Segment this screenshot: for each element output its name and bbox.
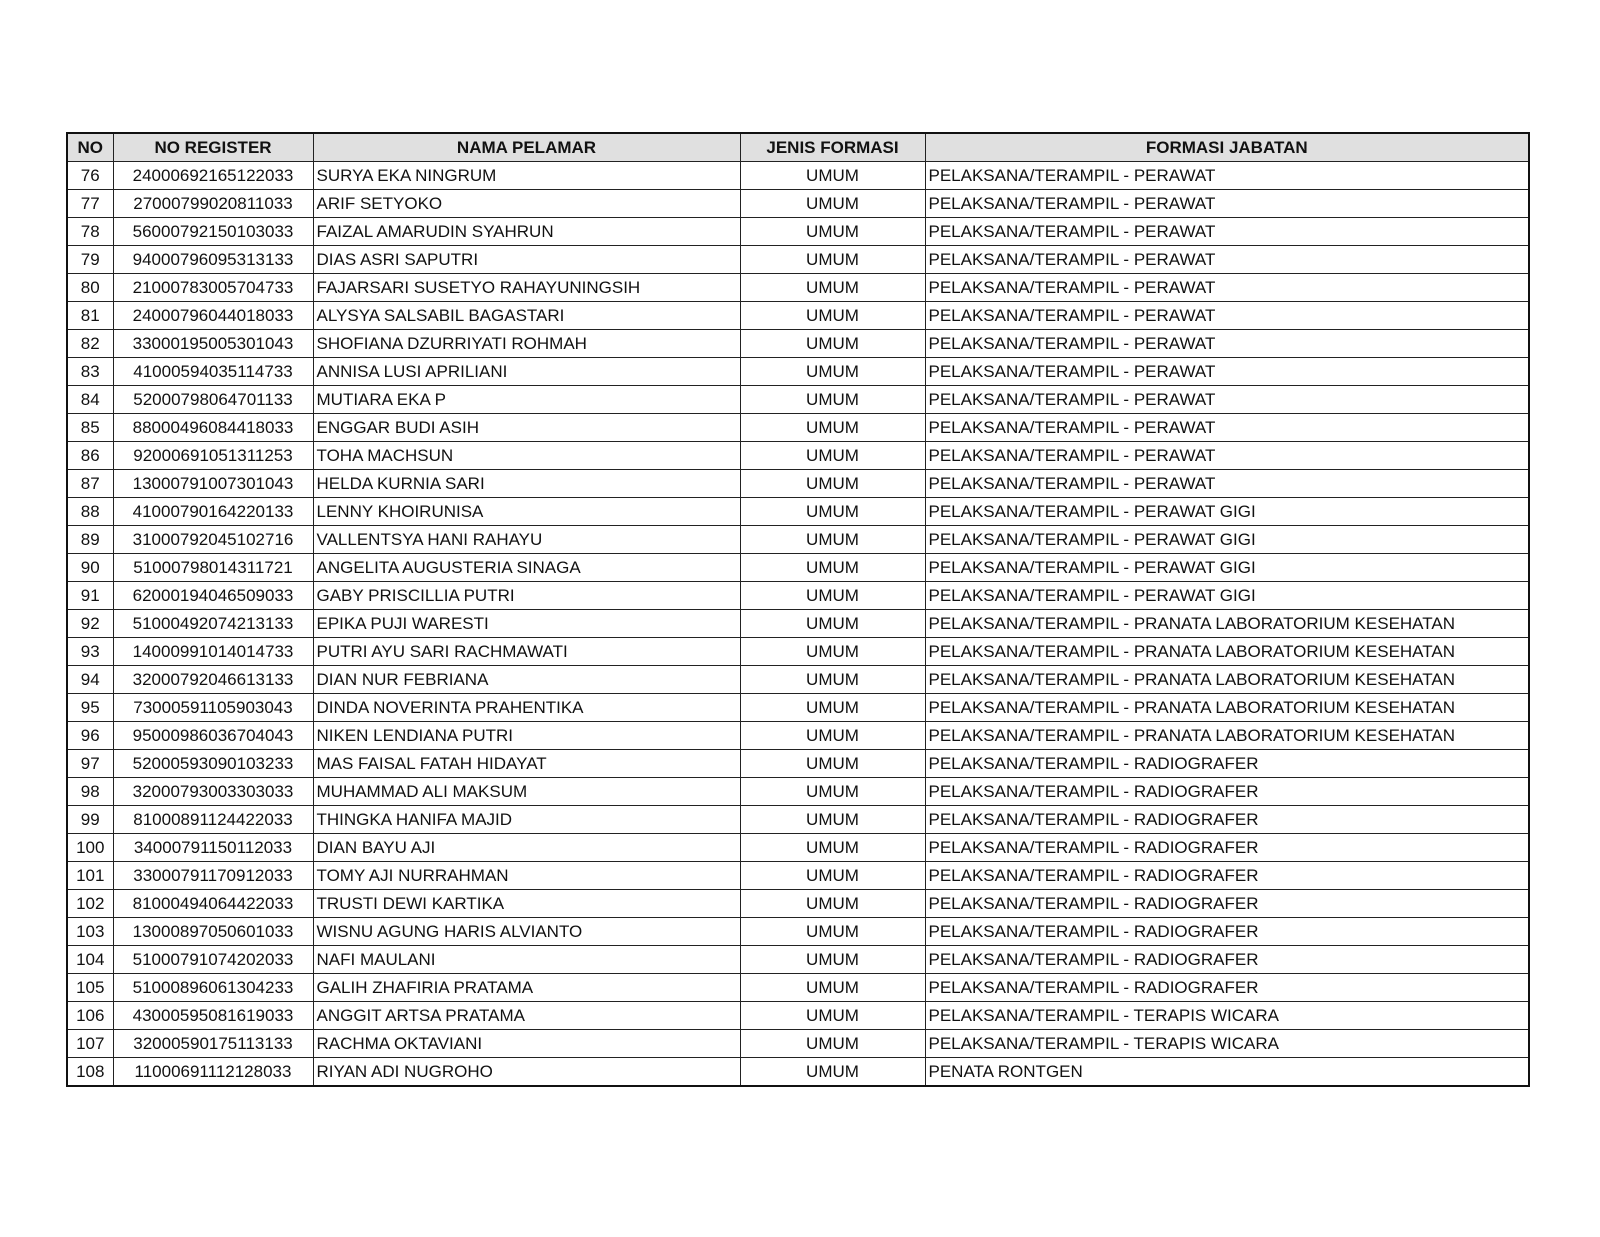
- cell-jenis-formasi: UMUM: [740, 750, 925, 778]
- table-row: [67, 722, 1529, 750]
- cell-no: 80: [67, 274, 113, 302]
- table-row: [67, 246, 1529, 274]
- cell-nama-pelamar: PUTRI AYU SARI RACHMAWATI: [313, 638, 740, 666]
- cell-no-register: 24000796044018033: [113, 302, 313, 330]
- cell-nama-pelamar: ENGGAR BUDI ASIH: [313, 414, 740, 442]
- cell-jenis-formasi: UMUM: [740, 526, 925, 554]
- cell-formasi-jabatan: PELAKSANA/TERAMPIL - RADIOGRAFER: [925, 778, 1529, 806]
- cell-no-register: 41000594035114733: [113, 358, 313, 386]
- cell-nama-pelamar: TOMY AJI NURRAHMAN: [313, 862, 740, 890]
- cell-no-register: 27000799020811033: [113, 190, 313, 218]
- cell-formasi-jabatan: PELAKSANA/TERAMPIL - PERAWAT: [925, 386, 1529, 414]
- cell-nama-pelamar: MUHAMMAD ALI MAKSUM: [313, 778, 740, 806]
- cell-jenis-formasi: UMUM: [740, 834, 925, 862]
- cell-jenis-formasi: UMUM: [740, 414, 925, 442]
- table-row: [67, 610, 1529, 638]
- cell-formasi-jabatan: PELAKSANA/TERAMPIL - TERAPIS WICARA: [925, 1030, 1529, 1058]
- cell-no-register: 92000691051311253: [113, 442, 313, 470]
- cell-no: 107: [67, 1030, 113, 1058]
- cell-no-register: 13000791007301043: [113, 470, 313, 498]
- cell-no: 98: [67, 778, 113, 806]
- cell-formasi-jabatan: PELAKSANA/TERAMPIL - PERAWAT: [925, 218, 1529, 246]
- table-body: [67, 162, 1529, 1087]
- table-row: [67, 1030, 1529, 1058]
- cell-nama-pelamar: SURYA EKA NINGRUM: [313, 162, 740, 190]
- table-row: [67, 1058, 1529, 1087]
- cell-no-register: 51000798014311721: [113, 554, 313, 582]
- table-row: [67, 638, 1529, 666]
- header-row: [67, 133, 1529, 162]
- cell-formasi-jabatan: PELAKSANA/TERAMPIL - RADIOGRAFER: [925, 890, 1529, 918]
- table-row: [67, 442, 1529, 470]
- table-row: [67, 358, 1529, 386]
- cell-formasi-jabatan: PELAKSANA/TERAMPIL - PRANATA LABORATORIUM KESEHATAN: [925, 722, 1529, 750]
- cell-jenis-formasi: UMUM: [740, 722, 925, 750]
- header-jenis-formasi: JENIS FORMASI: [740, 133, 925, 162]
- cell-no: 91: [67, 582, 113, 610]
- cell-jenis-formasi: UMUM: [740, 778, 925, 806]
- cell-formasi-jabatan: PELAKSANA/TERAMPIL - RADIOGRAFER: [925, 862, 1529, 890]
- cell-no-register: 21000783005704733: [113, 274, 313, 302]
- table-row: [67, 526, 1529, 554]
- cell-formasi-jabatan: PELAKSANA/TERAMPIL - PERAWAT: [925, 330, 1529, 358]
- cell-nama-pelamar: SHOFIANA DZURRIYATI ROHMAH: [313, 330, 740, 358]
- cell-jenis-formasi: UMUM: [740, 498, 925, 526]
- cell-nama-pelamar: MAS FAISAL FATAH HIDAYAT: [313, 750, 740, 778]
- cell-formasi-jabatan: PELAKSANA/TERAMPIL - PERAWAT: [925, 274, 1529, 302]
- cell-nama-pelamar: ANGELITA AUGUSTERIA SINAGA: [313, 554, 740, 582]
- cell-no-register: 73000591105903043: [113, 694, 313, 722]
- cell-no: 87: [67, 470, 113, 498]
- cell-no: 99: [67, 806, 113, 834]
- cell-no: 94: [67, 666, 113, 694]
- cell-no: 96: [67, 722, 113, 750]
- cell-no-register: 43000595081619033: [113, 1002, 313, 1030]
- cell-nama-pelamar: NIKEN LENDIANA PUTRI: [313, 722, 740, 750]
- cell-no: 90: [67, 554, 113, 582]
- table-row: [67, 890, 1529, 918]
- cell-formasi-jabatan: PELAKSANA/TERAMPIL - PRANATA LABORATORIUM KESEHATAN: [925, 610, 1529, 638]
- table-row: [67, 666, 1529, 694]
- table-row: [67, 162, 1529, 190]
- cell-nama-pelamar: MUTIARA EKA P: [313, 386, 740, 414]
- cell-nama-pelamar: ALYSYA SALSABIL BAGASTARI: [313, 302, 740, 330]
- cell-no: 82: [67, 330, 113, 358]
- cell-no: 83: [67, 358, 113, 386]
- cell-nama-pelamar: DINDA NOVERINTA PRAHENTIKA: [313, 694, 740, 722]
- cell-no: 100: [67, 834, 113, 862]
- header-formasi-jabatan: FORMASI JABATAN: [925, 133, 1529, 162]
- cell-jenis-formasi: UMUM: [740, 246, 925, 274]
- cell-jenis-formasi: UMUM: [740, 442, 925, 470]
- cell-no: 105: [67, 974, 113, 1002]
- cell-formasi-jabatan: PELAKSANA/TERAMPIL - RADIOGRAFER: [925, 974, 1529, 1002]
- table-row: [67, 470, 1529, 498]
- cell-nama-pelamar: GABY PRISCILLIA PUTRI: [313, 582, 740, 610]
- cell-nama-pelamar: DIAN NUR FEBRIANA: [313, 666, 740, 694]
- cell-no: 102: [67, 890, 113, 918]
- header-nama-pelamar: NAMA PELAMAR: [313, 133, 740, 162]
- cell-no: 79: [67, 246, 113, 274]
- cell-nama-pelamar: DIAN BAYU AJI: [313, 834, 740, 862]
- cell-nama-pelamar: TRUSTI DEWI KARTIKA: [313, 890, 740, 918]
- cell-no-register: 32000590175113133: [113, 1030, 313, 1058]
- cell-formasi-jabatan: PENATA RONTGEN: [925, 1058, 1529, 1087]
- cell-formasi-jabatan: PELAKSANA/TERAMPIL - PERAWAT: [925, 190, 1529, 218]
- cell-nama-pelamar: ANNISA LUSI APRILIANI: [313, 358, 740, 386]
- cell-formasi-jabatan: PELAKSANA/TERAMPIL - PRANATA LABORATORIUM KESEHATAN: [925, 666, 1529, 694]
- cell-no-register: 32000793003303033: [113, 778, 313, 806]
- cell-no: 88: [67, 498, 113, 526]
- cell-nama-pelamar: THINGKA HANIFA MAJID: [313, 806, 740, 834]
- cell-nama-pelamar: NAFI MAULANI: [313, 946, 740, 974]
- cell-nama-pelamar: ANGGIT ARTSA PRATAMA: [313, 1002, 740, 1030]
- table-row: [67, 302, 1529, 330]
- table-row: [67, 414, 1529, 442]
- cell-jenis-formasi: UMUM: [740, 666, 925, 694]
- cell-no-register: 31000792045102716: [113, 526, 313, 554]
- cell-no-register: 33000791170912033: [113, 862, 313, 890]
- cell-jenis-formasi: UMUM: [740, 694, 925, 722]
- cell-no-register: 81000891124422033: [113, 806, 313, 834]
- header-no: NO: [67, 133, 113, 162]
- cell-formasi-jabatan: PELAKSANA/TERAMPIL - PERAWAT: [925, 162, 1529, 190]
- cell-no-register: 88000496084418033: [113, 414, 313, 442]
- table-row: [67, 918, 1529, 946]
- cell-nama-pelamar: DIAS ASRI SAPUTRI: [313, 246, 740, 274]
- cell-jenis-formasi: UMUM: [740, 918, 925, 946]
- cell-formasi-jabatan: PELAKSANA/TERAMPIL - PERAWAT: [925, 246, 1529, 274]
- cell-no-register: 24000692165122033: [113, 162, 313, 190]
- cell-jenis-formasi: UMUM: [740, 218, 925, 246]
- cell-no: 104: [67, 946, 113, 974]
- cell-jenis-formasi: UMUM: [740, 582, 925, 610]
- cell-nama-pelamar: ARIF SETYOKO: [313, 190, 740, 218]
- cell-nama-pelamar: FAIZAL AMARUDIN SYAHRUN: [313, 218, 740, 246]
- cell-nama-pelamar: EPIKA PUJI WARESTI: [313, 610, 740, 638]
- cell-no-register: 95000986036704043: [113, 722, 313, 750]
- table-row: [67, 974, 1529, 1002]
- cell-no-register: 32000792046613133: [113, 666, 313, 694]
- cell-nama-pelamar: RACHMA OKTAVIANI: [313, 1030, 740, 1058]
- cell-jenis-formasi: UMUM: [740, 470, 925, 498]
- cell-no-register: 81000494064422033: [113, 890, 313, 918]
- cell-no: 106: [67, 1002, 113, 1030]
- cell-jenis-formasi: UMUM: [740, 330, 925, 358]
- table-row: [67, 386, 1529, 414]
- table-row: [67, 554, 1529, 582]
- cell-nama-pelamar: GALIH ZHAFIRIA PRATAMA: [313, 974, 740, 1002]
- cell-formasi-jabatan: PELAKSANA/TERAMPIL - PRANATA LABORATORIUM KESEHATAN: [925, 694, 1529, 722]
- cell-no: 78: [67, 218, 113, 246]
- cell-nama-pelamar: HELDA KURNIA SARI: [313, 470, 740, 498]
- cell-formasi-jabatan: PELAKSANA/TERAMPIL - RADIOGRAFER: [925, 834, 1529, 862]
- cell-no: 89: [67, 526, 113, 554]
- cell-formasi-jabatan: PELAKSANA/TERAMPIL - PERAWAT: [925, 442, 1529, 470]
- cell-no: 103: [67, 918, 113, 946]
- cell-formasi-jabatan: PELAKSANA/TERAMPIL - PERAWAT GIGI: [925, 582, 1529, 610]
- cell-formasi-jabatan: PELAKSANA/TERAMPIL - PRANATA LABORATORIUM KESEHATAN: [925, 638, 1529, 666]
- cell-formasi-jabatan: PELAKSANA/TERAMPIL - TERAPIS WICARA: [925, 1002, 1529, 1030]
- table-row: [67, 862, 1529, 890]
- cell-no-register: 11000691112128033: [113, 1058, 313, 1087]
- table-row: [67, 498, 1529, 526]
- table-row: [67, 694, 1529, 722]
- cell-jenis-formasi: UMUM: [740, 946, 925, 974]
- cell-no-register: 34000791150112033: [113, 834, 313, 862]
- cell-no: 97: [67, 750, 113, 778]
- cell-jenis-formasi: UMUM: [740, 386, 925, 414]
- cell-no: 77: [67, 190, 113, 218]
- cell-no: 93: [67, 638, 113, 666]
- table-row: [67, 750, 1529, 778]
- cell-jenis-formasi: UMUM: [740, 554, 925, 582]
- cell-no-register: 51000896061304233: [113, 974, 313, 1002]
- cell-no-register: 56000792150103033: [113, 218, 313, 246]
- applicant-table: [66, 132, 1530, 1087]
- table-row: [67, 834, 1529, 862]
- cell-formasi-jabatan: PELAKSANA/TERAMPIL - RADIOGRAFER: [925, 750, 1529, 778]
- table-row: [67, 946, 1529, 974]
- table-row: [67, 190, 1529, 218]
- cell-no: 95: [67, 694, 113, 722]
- cell-nama-pelamar: RIYAN ADI NUGROHO: [313, 1058, 740, 1087]
- cell-formasi-jabatan: PELAKSANA/TERAMPIL - RADIOGRAFER: [925, 806, 1529, 834]
- cell-formasi-jabatan: PELAKSANA/TERAMPIL - PERAWAT: [925, 358, 1529, 386]
- cell-nama-pelamar: WISNU AGUNG HARIS ALVIANTO: [313, 918, 740, 946]
- cell-no: 92: [67, 610, 113, 638]
- header-no-register: NO REGISTER: [113, 133, 313, 162]
- table-header: [67, 133, 1529, 162]
- cell-jenis-formasi: UMUM: [740, 358, 925, 386]
- cell-no: 85: [67, 414, 113, 442]
- cell-jenis-formasi: UMUM: [740, 806, 925, 834]
- table-row: [67, 806, 1529, 834]
- table-row: [67, 274, 1529, 302]
- cell-formasi-jabatan: PELAKSANA/TERAMPIL - PERAWAT: [925, 414, 1529, 442]
- cell-no: 76: [67, 162, 113, 190]
- cell-no-register: 52000798064701133: [113, 386, 313, 414]
- cell-formasi-jabatan: PELAKSANA/TERAMPIL - PERAWAT GIGI: [925, 554, 1529, 582]
- cell-jenis-formasi: UMUM: [740, 274, 925, 302]
- cell-jenis-formasi: UMUM: [740, 862, 925, 890]
- cell-jenis-formasi: UMUM: [740, 162, 925, 190]
- cell-formasi-jabatan: PELAKSANA/TERAMPIL - PERAWAT: [925, 470, 1529, 498]
- cell-jenis-formasi: UMUM: [740, 638, 925, 666]
- cell-no: 84: [67, 386, 113, 414]
- cell-no-register: 51000492074213133: [113, 610, 313, 638]
- cell-no-register: 62000194046509033: [113, 582, 313, 610]
- cell-jenis-formasi: UMUM: [740, 610, 925, 638]
- table-row: [67, 218, 1529, 246]
- cell-nama-pelamar: FAJARSARI SUSETYO RAHAYUNINGSIH: [313, 274, 740, 302]
- table-row: [67, 582, 1529, 610]
- cell-jenis-formasi: UMUM: [740, 190, 925, 218]
- cell-no: 108: [67, 1058, 113, 1087]
- cell-jenis-formasi: UMUM: [740, 1030, 925, 1058]
- cell-formasi-jabatan: PELAKSANA/TERAMPIL - RADIOGRAFER: [925, 918, 1529, 946]
- cell-no: 101: [67, 862, 113, 890]
- cell-no-register: 13000897050601033: [113, 918, 313, 946]
- table-row: [67, 1002, 1529, 1030]
- cell-no-register: 94000796095313133: [113, 246, 313, 274]
- cell-nama-pelamar: TOHA MACHSUN: [313, 442, 740, 470]
- table-row: [67, 778, 1529, 806]
- cell-jenis-formasi: UMUM: [740, 1002, 925, 1030]
- cell-nama-pelamar: LENNY KHOIRUNISA: [313, 498, 740, 526]
- cell-formasi-jabatan: PELAKSANA/TERAMPIL - PERAWAT GIGI: [925, 498, 1529, 526]
- cell-nama-pelamar: VALLENTSYA HANI RAHAYU: [313, 526, 740, 554]
- cell-formasi-jabatan: PELAKSANA/TERAMPIL - PERAWAT GIGI: [925, 526, 1529, 554]
- cell-no-register: 14000991014014733: [113, 638, 313, 666]
- cell-formasi-jabatan: PELAKSANA/TERAMPIL - RADIOGRAFER: [925, 946, 1529, 974]
- cell-no: 81: [67, 302, 113, 330]
- cell-jenis-formasi: UMUM: [740, 1058, 925, 1087]
- cell-jenis-formasi: UMUM: [740, 302, 925, 330]
- cell-no-register: 51000791074202033: [113, 946, 313, 974]
- cell-no-register: 41000790164220133: [113, 498, 313, 526]
- cell-formasi-jabatan: PELAKSANA/TERAMPIL - PERAWAT: [925, 302, 1529, 330]
- table-row: [67, 330, 1529, 358]
- cell-no-register: 33000195005301043: [113, 330, 313, 358]
- cell-jenis-formasi: UMUM: [740, 974, 925, 1002]
- cell-no: 86: [67, 442, 113, 470]
- cell-jenis-formasi: UMUM: [740, 890, 925, 918]
- cell-no-register: 52000593090103233: [113, 750, 313, 778]
